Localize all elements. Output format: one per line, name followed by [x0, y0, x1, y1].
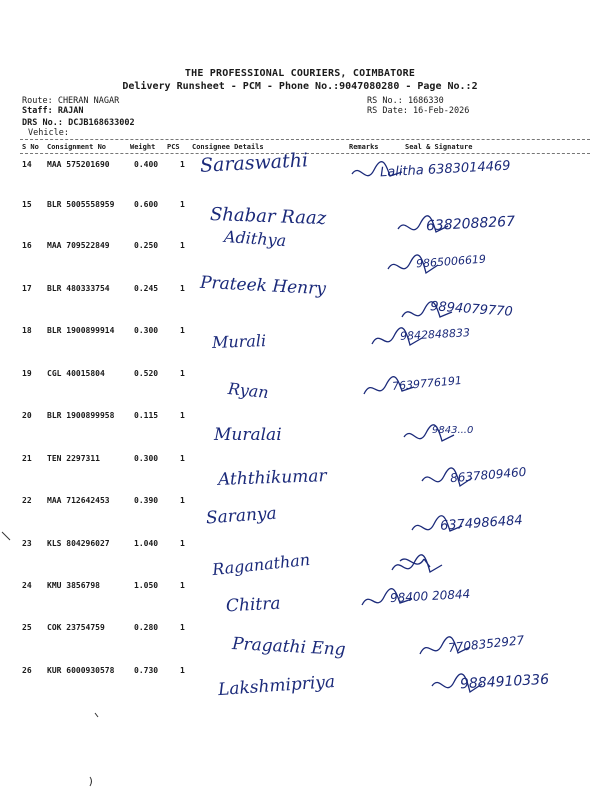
- row-consignee-handwriting: Shabar Raaz: [209, 203, 327, 230]
- row-consignee-handwriting: Adithya: [223, 226, 287, 251]
- row-consignment-no: BLR 480333754: [47, 284, 110, 293]
- row-weight: 0.250: [134, 241, 159, 250]
- runsheet-title: Delivery Runsheet - PCM - Phone No.:9047080280 - Page No.:2: [122, 81, 478, 92]
- row-consignee-handwriting: Saranya: [205, 503, 278, 529]
- row-pcs: 1: [180, 623, 185, 632]
- header-top-rule: [20, 139, 590, 140]
- rs-date: RS Date: 16-Feb-2026: [367, 106, 470, 116]
- row-consignee-handwriting: Saraswathi: [199, 149, 309, 177]
- row-sno: 17: [22, 284, 32, 293]
- row-sno: 22: [22, 496, 32, 505]
- row-consignee-handwriting: Ryan: [227, 378, 270, 403]
- row-signature-handwriting: 9865006619: [415, 252, 487, 271]
- row-signature-handwriting: 9884910336: [459, 671, 550, 693]
- row-sno: 15: [22, 200, 32, 209]
- row-consignment-no: MAA 712642453: [47, 496, 110, 505]
- row-consignee-handwriting: Aththikumar: [217, 466, 327, 490]
- row-weight: 0.300: [134, 326, 159, 335]
- row-weight: 0.115: [134, 411, 159, 420]
- row-consignment-no: KLS 804296027: [47, 539, 110, 548]
- row-sno: 14: [22, 160, 32, 169]
- row-weight: 1.040: [134, 539, 159, 548]
- row-pcs: 1: [180, 581, 185, 590]
- row-pcs: 1: [180, 326, 185, 335]
- row-consignment-no: MAA 575201690: [47, 160, 110, 169]
- row-weight: 0.390: [134, 496, 159, 505]
- row-weight: 0.600: [134, 200, 159, 209]
- row-signature-scribble: [386, 253, 446, 283]
- route-label: Route: CHERAN NAGAR: [22, 96, 120, 106]
- row-signature-scribble: [360, 587, 420, 617]
- staff-name: RAJAN: [57, 106, 84, 116]
- col-consignment: Consignment No: [47, 143, 107, 151]
- row-consignee-handwriting: Pragathi Eng: [231, 634, 347, 660]
- row-consignment-no: MAA 709522849: [47, 241, 110, 250]
- row-signature-handwriting: 9843...0: [432, 425, 474, 436]
- row-consignee-handwriting: Prateek Henry: [199, 272, 327, 300]
- row-consignment-no: TEN 2297311: [47, 454, 100, 463]
- row-consignment-no: BLR 5005558959: [47, 200, 115, 209]
- row-pcs: 1: [180, 241, 185, 250]
- col-remarks: Remarks: [349, 143, 379, 151]
- row-weight: 0.730: [134, 666, 159, 675]
- row-signature-scribble: [396, 214, 456, 244]
- row-sno: 24: [22, 581, 32, 590]
- col-consignee: Consignee Details: [192, 143, 264, 151]
- row-weight: 0.245: [134, 284, 159, 293]
- col-pcs: PCS: [167, 143, 180, 151]
- row-signature-handwriting: 7639776191: [391, 373, 463, 394]
- row-pcs: 1: [180, 496, 185, 505]
- row-signature-scribble: [420, 466, 480, 496]
- row-signature-handwriting: Lalitha 6383014469: [379, 158, 511, 181]
- row-weight: 0.280: [134, 623, 159, 632]
- row-pcs: 1: [180, 539, 185, 548]
- staff-label: Staff:: [22, 106, 53, 116]
- stray-pen-mark-footer: [88, 776, 96, 788]
- row-sno: 25: [22, 623, 32, 632]
- row-consignment-no: BLR 1900899914: [47, 326, 115, 335]
- row-consignment-no: KMU 3856798: [47, 581, 100, 590]
- row-pcs: 1: [180, 666, 185, 675]
- row-consignee-handwriting: Chitra: [225, 593, 281, 617]
- row-pcs: 1: [180, 454, 185, 463]
- row-signature-handwriting: 9894079770: [429, 299, 514, 320]
- row-consignee-handwriting: Murali: [211, 331, 267, 352]
- row-signature-scribble: [402, 423, 462, 453]
- row-weight: 0.520: [134, 369, 159, 378]
- drs-label: DRS No.:: [22, 118, 63, 128]
- drs-value: DCJB168633002: [68, 118, 135, 128]
- col-sno: S No: [22, 143, 39, 151]
- row-sno: 20: [22, 411, 32, 420]
- row-signature-handwriting: 6374986484: [439, 513, 524, 534]
- col-seal-signature: Seal & Signature: [405, 143, 473, 151]
- row-sno: 16: [22, 241, 32, 250]
- vehicle-label: Vehicle:: [28, 128, 69, 138]
- row-sno: 21: [22, 454, 32, 463]
- row-signature-handwriting: 9842848833: [399, 326, 471, 343]
- row-pcs: 1: [180, 411, 185, 420]
- row-signature-scribble: [362, 375, 422, 405]
- row-signature-handwriting: 7708352927: [447, 633, 525, 655]
- row-signature-scribble: [370, 326, 430, 356]
- staff-line: [22, 106, 83, 116]
- row-weight: 0.400: [134, 160, 159, 169]
- stray-pen-mark-bottom: [94, 712, 102, 720]
- drs-line: [22, 118, 135, 128]
- row-pcs: 1: [180, 200, 185, 209]
- row-signature-scribble: [390, 553, 450, 583]
- row-signature-scribble: [430, 672, 490, 702]
- row-signature-scribble: [350, 160, 410, 190]
- col-weight: Weight: [130, 143, 156, 151]
- row-weight: 1.050: [134, 581, 159, 590]
- stray-pen-mark-left: [0, 530, 20, 550]
- row-sno: 18: [22, 326, 32, 335]
- row-consignment-no: CGL 40015804: [47, 369, 105, 378]
- row-consignee-handwriting: Raganathan: [211, 549, 311, 580]
- row-signature-handwriting: 8637809460: [449, 464, 527, 486]
- row-pcs: 1: [180, 284, 185, 293]
- row-consignment-no: BLR 1900899958: [47, 411, 115, 420]
- row-signature-handwriting: 6382088267: [425, 213, 516, 235]
- row-consignee-handwriting: Lakshmipriya: [217, 671, 336, 701]
- row-sno: 23: [22, 539, 32, 548]
- rs-number: RS No.: 1686330: [367, 96, 444, 106]
- row-sno: 19: [22, 369, 32, 378]
- row-consignment-no: KUR 6000930578: [47, 666, 115, 675]
- row-signature-scribble: [410, 514, 470, 544]
- row-consignment-no: COK 23754759: [47, 623, 105, 632]
- company-title: THE PROFESSIONAL COURIERS, COIMBATORE: [184, 68, 416, 79]
- row-pcs: 1: [180, 369, 185, 378]
- row-sno: 26: [22, 666, 32, 675]
- row-signature-handwriting: 98400 20844: [389, 586, 471, 606]
- row-weight: 0.300: [134, 454, 159, 463]
- row-consignee-handwriting: Muralai: [214, 425, 282, 445]
- row-pcs: 1: [180, 160, 185, 169]
- row-signature-scribble: [418, 635, 478, 665]
